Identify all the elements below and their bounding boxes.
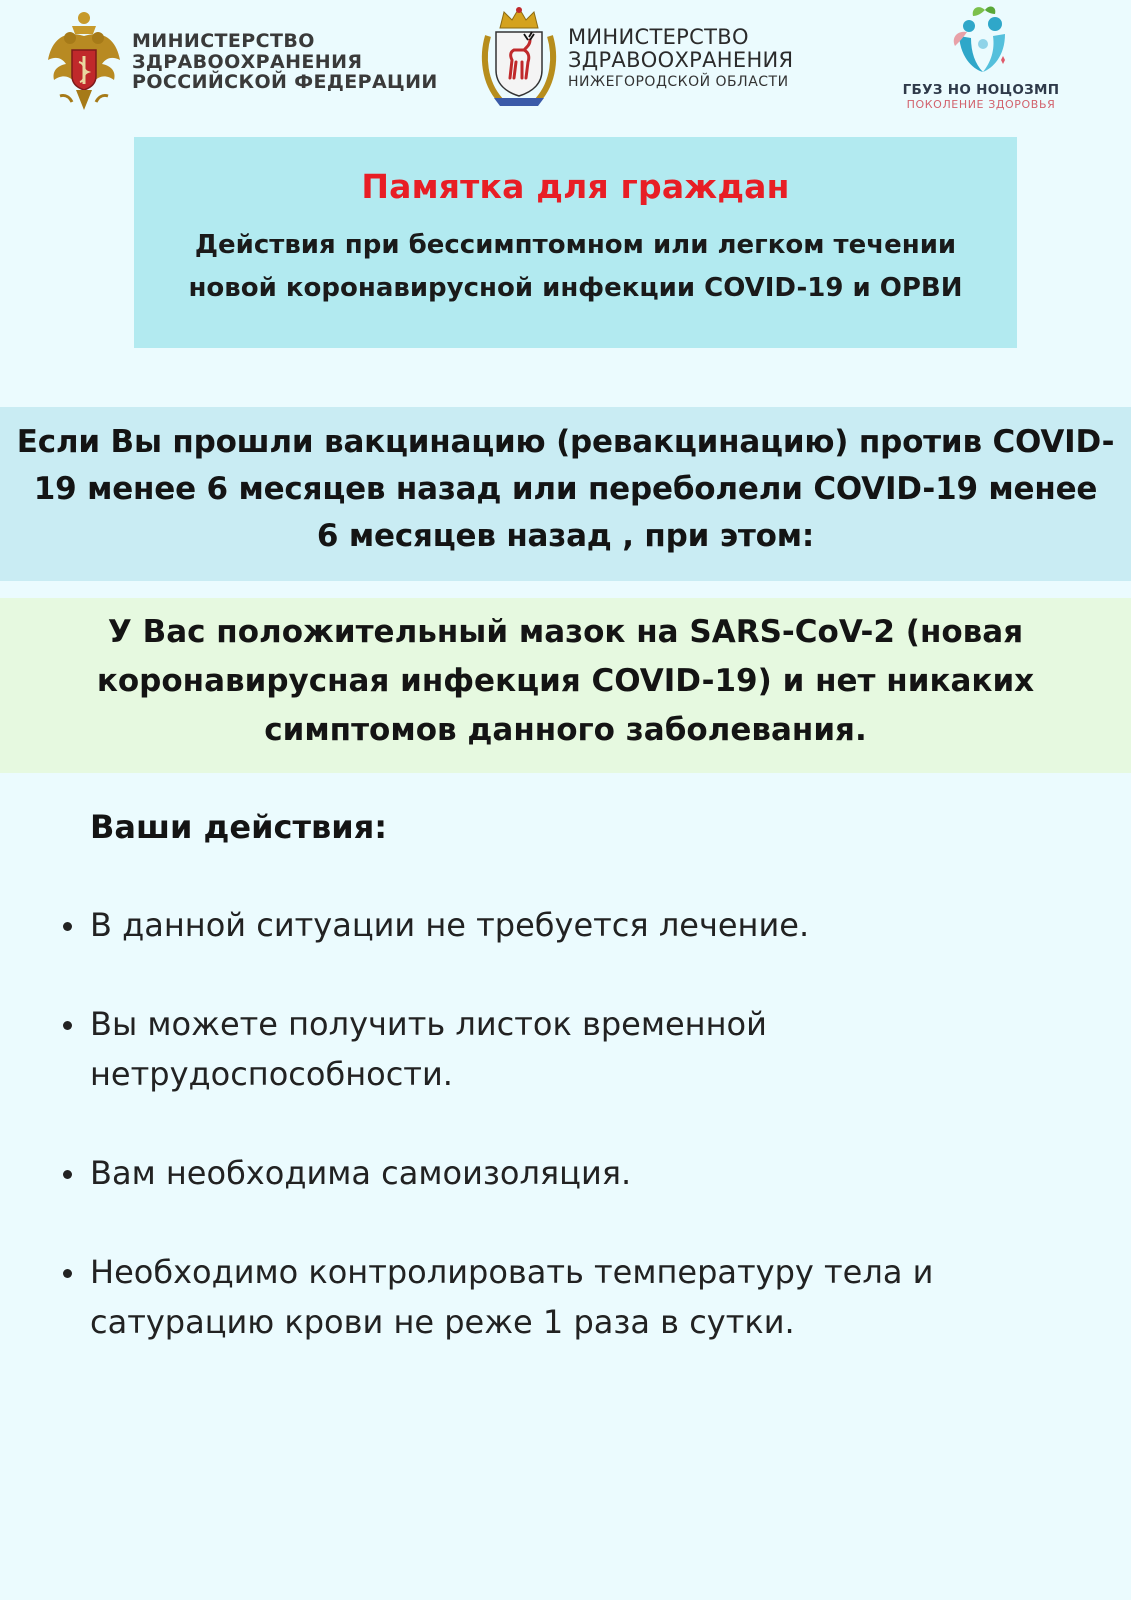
memo-title: Памятка для граждан [361,167,790,206]
header-logos [0,0,1131,125]
ministry-nn-title [568,26,793,89]
action-item-line: Вам необходима самоизоляция. [90,1154,632,1192]
positive-swab-case-band [0,598,1131,773]
case-line-1: У Вас положительный мазок на SARS-CoV-2 (новая [107,614,1024,650]
actions-title: Ваши действия: [90,808,388,846]
memo-subtitle [134,224,1017,310]
case-line-3: симптомов данного заболевания. [264,712,867,748]
actions-list [58,900,1088,1396]
ministry-nn-line-1: МИНИСТЕРСТВО [568,25,749,50]
ministry-nn-subline: НИЖЕГОРОДСКОЙ ОБЛАСТИ [568,73,789,90]
ministry-rf-title [132,31,438,93]
action-item-line: Необходимо контролировать температуру тела и [90,1253,934,1291]
action-item-line: сатурацию крови не реже 1 раза в сутки. [90,1303,795,1341]
nizhny-novgorod-coat-of-arms-icon [480,6,558,110]
ministry-nn-line-2: ЗДРАВООХРАНЕНИЯ [568,47,794,72]
ministry-rf-logo [46,10,438,114]
action-item-line: Вы можете получить листок временной [90,1005,767,1043]
action-item-no-treatment [58,900,1088,950]
vaccination-condition-band [0,407,1131,581]
condition-line-3: 6 месяцев назад , при этом: [316,518,815,554]
action-item-line: нетрудоспособности. [90,1055,453,1093]
memo-box [134,137,1017,348]
memo-subtitle-line-2: новой коронавирусной инфекции COVID-19 и ОРВИ [188,273,963,303]
family-tree-logo-icon [945,4,1017,76]
ministry-rf-line-3: РОССИЙСКОЙ ФЕДЕРАЦИИ [132,71,438,94]
ministry-rf-line-1: МИНИСТЕРСТВО [132,30,315,53]
condition-line-2: 19 менее 6 месяцев назад или переболели COVID-19 менее [33,471,1098,507]
action-item-monitor-temperature [58,1247,1088,1347]
case-line-2: коронавирусная инфекция COVID-19) и нет никаких [96,663,1035,699]
memo-subtitle-line-1: Действия при бессимптомном или легком течении [194,230,957,260]
nco-logo [896,4,1066,111]
condition-line-1: Если Вы прошли вакцинацию (ревакцинацию) против COVID- [16,424,1115,460]
ministry-rf-line-2: ЗДРАВООХРАНЕНИЯ [132,50,363,73]
nco-title: ГБУЗ НО НОЦОЗМП [902,82,1060,98]
double-headed-eagle-emblem-icon [46,10,122,114]
nco-subtitle: ПОКОЛЕНИЕ ЗДОРОВЬЯ [906,98,1056,111]
action-item-self-isolation [58,1148,1088,1198]
ministry-nn-logo [480,6,793,110]
action-item-line: В данной ситуации не требуется лечение. [90,906,810,944]
action-item-sick-leave [58,999,1088,1099]
